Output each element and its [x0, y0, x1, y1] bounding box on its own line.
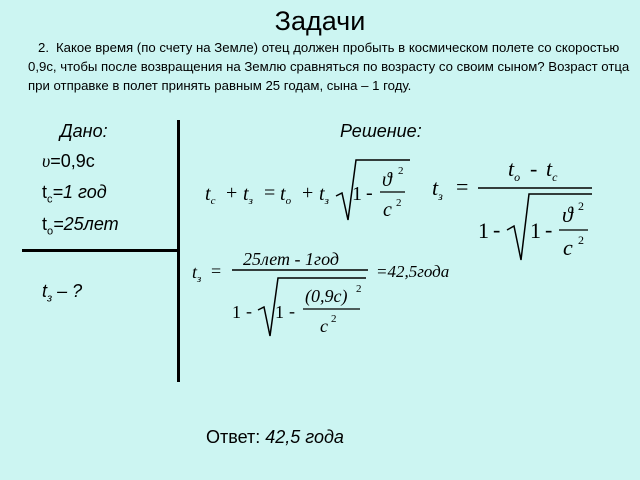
eq3-c: с — [320, 316, 328, 336]
eq1-tc: $t_с$ — [205, 183, 216, 207]
eq2-c-power: 2 — [578, 233, 584, 247]
son-time-subscript: с — [47, 193, 53, 206]
eq3-tz: $t_з$ — [192, 262, 202, 285]
eq1-plus-1: + — [226, 182, 238, 204]
eq2-minus-2: - — [545, 217, 553, 242]
eq2-tc: $t_с$ — [546, 156, 558, 184]
answer-label: Ответ: — [206, 427, 261, 447]
solution-heading: Решение: — [340, 121, 422, 141]
eq2-to: $t_о$ — [508, 156, 521, 184]
problem-number: 2. — [38, 40, 49, 55]
eq3-equals: = — [211, 261, 222, 281]
answer — [206, 427, 344, 448]
find-symbol: t — [42, 281, 48, 301]
eq3-denominator-inner: (0,9с) — [305, 286, 348, 306]
father-time-symbol: t — [42, 214, 48, 234]
eq3-minus-1: - — [246, 301, 252, 321]
eq2-minus-1: - — [493, 217, 501, 242]
son-time-symbol: t — [42, 182, 48, 202]
eq1-equals: = — [264, 182, 276, 204]
eq1-c: с — [383, 199, 392, 221]
find-value: – ? — [52, 281, 83, 301]
velocity-value: =0,9с — [50, 151, 95, 171]
equation-1 — [205, 160, 410, 221]
eq3-c-power: 2 — [331, 313, 337, 325]
eq3-minus-2: - — [289, 301, 295, 321]
eq2-theta-power: 2 — [578, 199, 584, 213]
eq1-tz: $t_з$ — [243, 183, 253, 207]
eq1-c-power: 2 — [396, 197, 402, 209]
velocity-symbol: υ — [42, 151, 51, 171]
find-subscript: з — [47, 292, 53, 305]
eq1-one: 1 — [352, 183, 362, 205]
equation-3 — [192, 249, 449, 336]
eq2-one: 1 — [478, 218, 489, 243]
eq2-tz: $t_з$ — [432, 175, 443, 203]
eq1-theta: ϑ — [382, 169, 392, 191]
eq3-result: =42,5года — [376, 262, 450, 281]
eq3-one-inner: 1 — [275, 302, 284, 322]
eq3-one: 1 — [232, 302, 241, 322]
eq2-minus-num: - — [530, 156, 538, 181]
son-time-value: =1 год — [52, 182, 107, 202]
eq2-c: с — [563, 235, 573, 260]
eq1-theta-power: 2 — [398, 165, 404, 177]
given-heading: Дано: — [60, 121, 108, 141]
equation-2 — [432, 156, 592, 260]
eq1-plus-2: + — [302, 182, 314, 204]
eq3-inner-power: 2 — [356, 283, 362, 295]
eq2-theta: ϑ — [562, 202, 573, 227]
eq1-tz-2: $t_з$ — [319, 183, 329, 207]
slide-title: Задачи — [274, 6, 366, 36]
eq2-one-inner: 1 — [530, 218, 541, 243]
problem-text: Какое время (по счету на Земле) отец должен пробыть в космическом полете со скоростью 0,9с, чтобы после возвращения на Землю сравняться по возрасту со своим сыном? Возраст отца при отправке в полет принять равным 25 годам, сына – 1 году. — [28, 40, 630, 93]
eq1-to: $t_о$ — [280, 183, 292, 207]
eq2-equals: = — [456, 174, 469, 199]
answer-value: 42,5 года — [260, 427, 344, 447]
father-time-value: =25лет — [53, 214, 119, 234]
eq1-minus: - — [366, 182, 373, 204]
eq3-numerator: 25лет - 1год — [243, 249, 339, 269]
father-time-subscript: о — [47, 225, 54, 238]
